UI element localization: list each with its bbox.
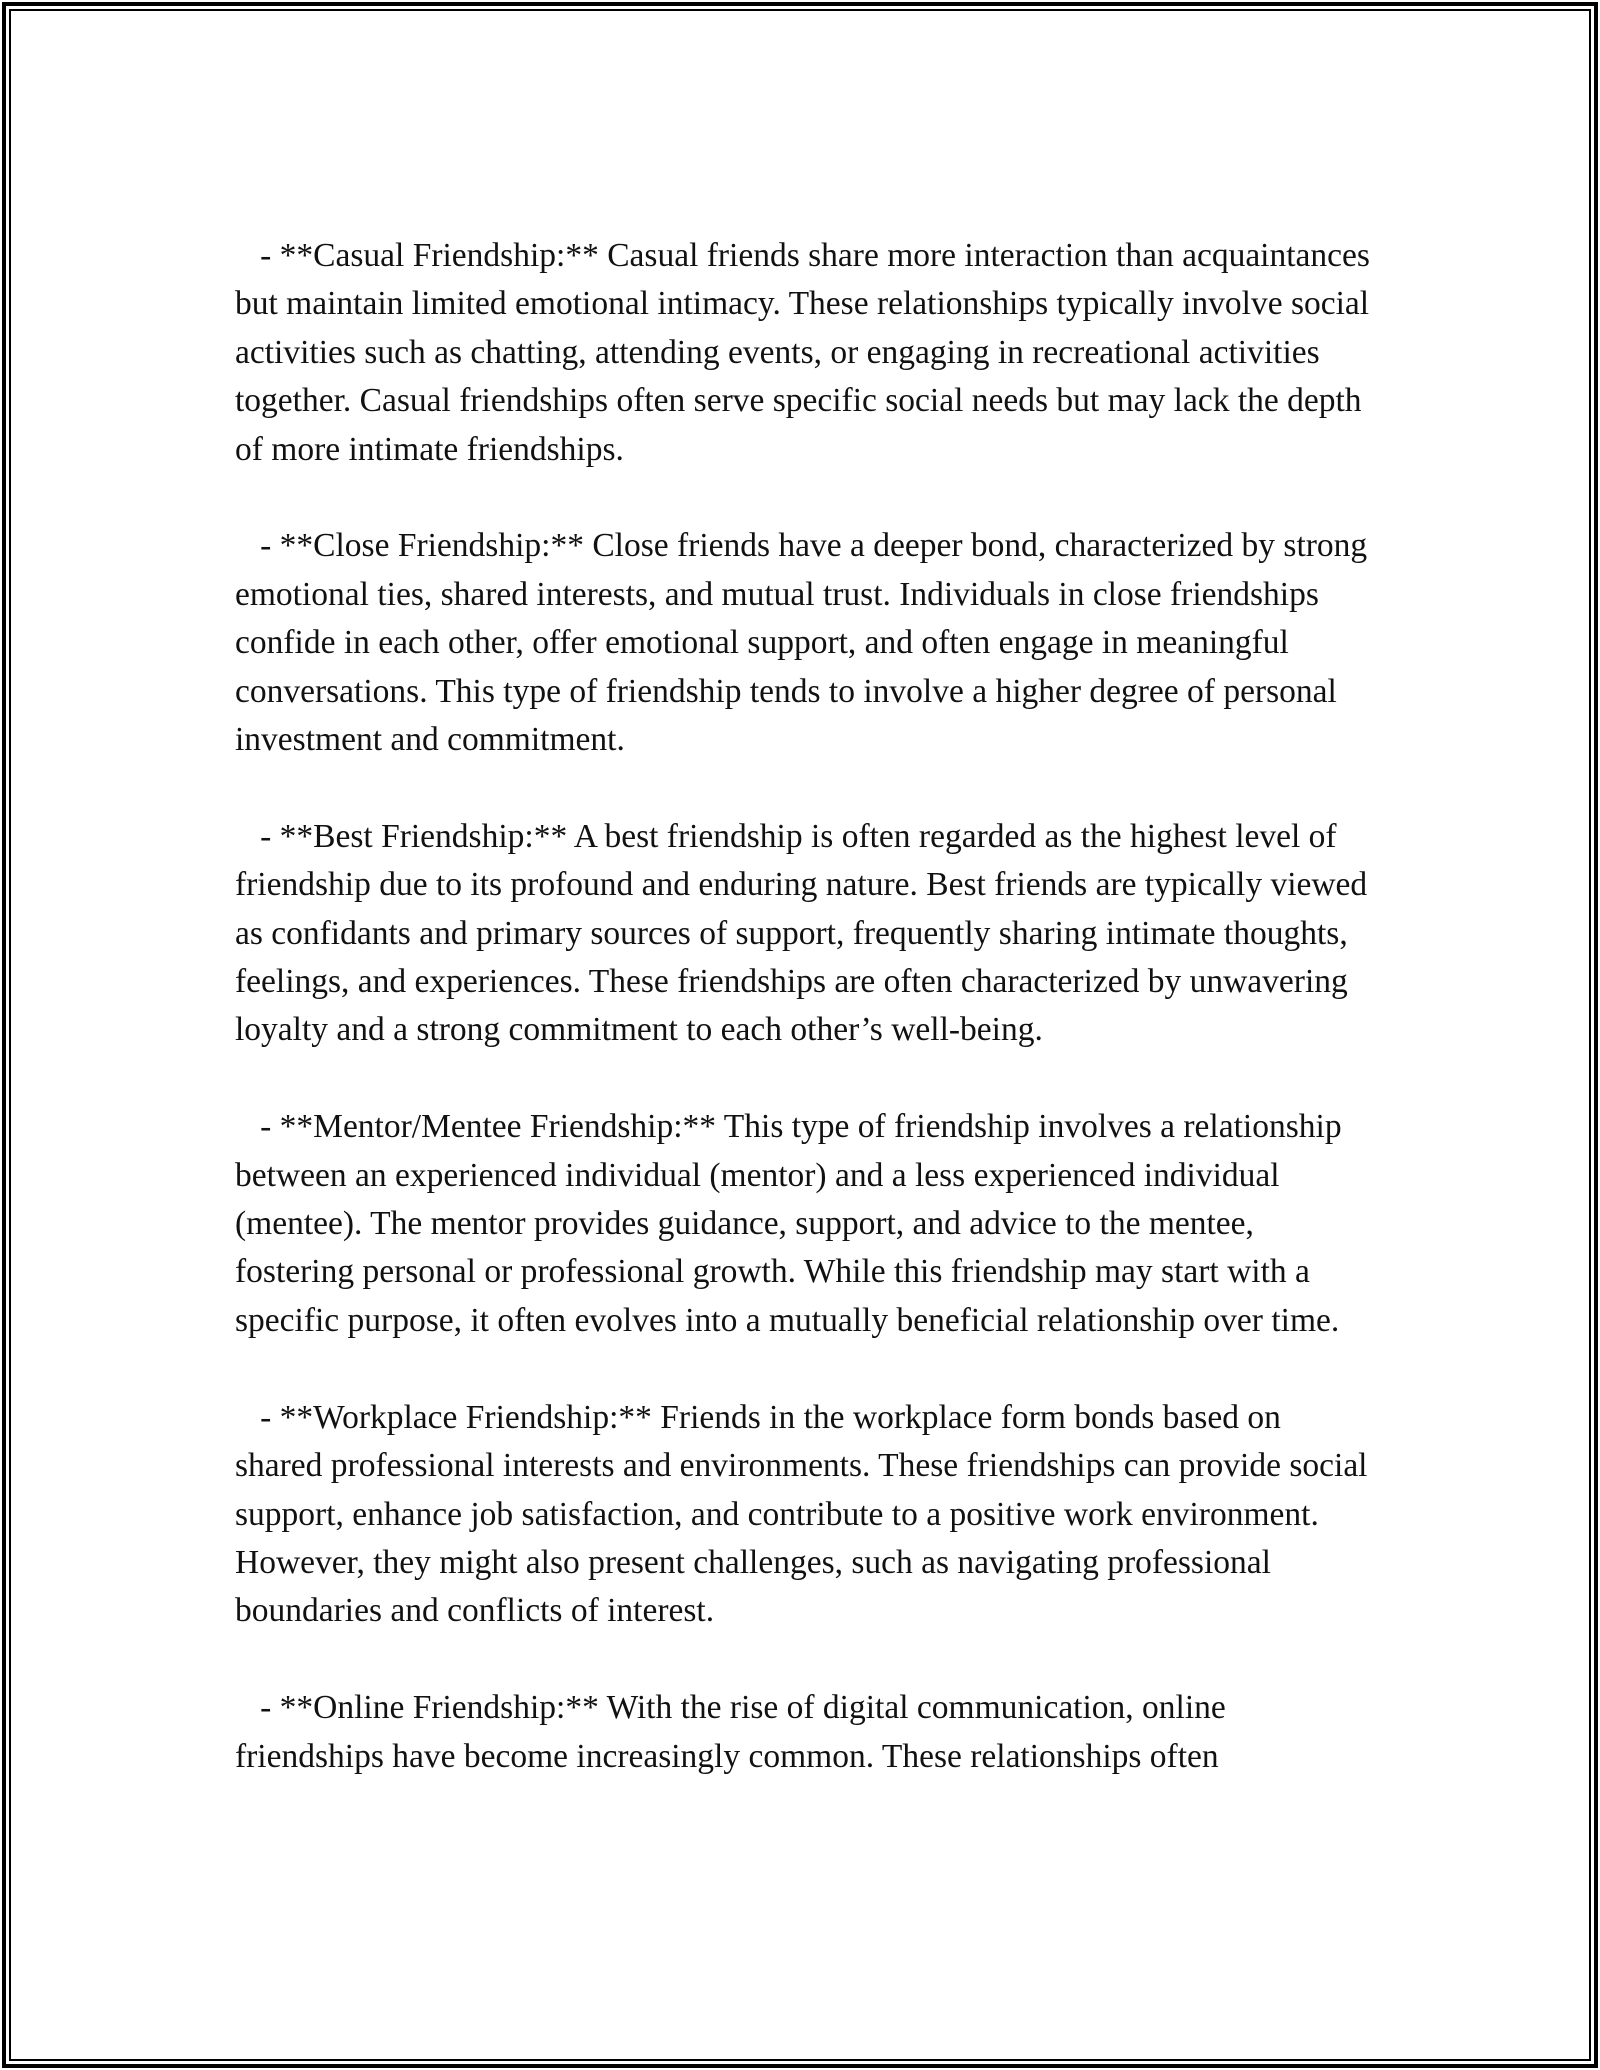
document-body <box>235 232 1379 1829</box>
paragraph-best-friendship: - **Best Friendship:** A best friendship is often regarded as the highest level of friendship due to its profound and enduring nature. Best friends are typically viewed as confidants and primary sources of support, frequently sharing intimate thoughts, feelings, and experiences. These friendships are often characterized by unwavering loyalty and a strong commitment to each other’s well-being. <box>235 817 1376 1049</box>
paragraph-close-friendship: - **Close Friendship:** Close friends have a deeper bond, characterized by strong emotional ties, shared interests, and mutual trust. Individuals in close friendships confide in each other, offer emotional support, and often engage in meaningful conversations. This type of friendship tends to involve a higher degree of personal investment and commitment. <box>235 527 1376 759</box>
paragraph-online-friendship: - **Online Friendship:** With the rise of digital communication, online friendships have become increasingly common. These relationships often <box>235 1689 1235 1775</box>
paragraph-mentor-mentee-friendship: - **Mentor/Mentee Friendship:** This type of friendship involves a relationship between an experienced individual (mentor) and a less experienced individual (mentee). The mentor provides guidance, support, and advice to the mentee, fostering personal or professional growth. While this friendship may start with a specific purpose, it often evolves into a mutually beneficial relationship over time. <box>235 1108 1350 1339</box>
paragraph-workplace-friendship: - **Workplace Friendship:** Friends in the workplace form bonds based on shared professional interests and environments. These friendships can provide social support, enhance job satisfaction, and contribute to a positive work environment. However, they might also present challenges, such as navigating professional boundaries and conflicts of interest. <box>235 1398 1376 1630</box>
paragraph-casual-friendship: - **Casual Friendship:** Casual friends share more interaction than acquaintances but maintain limited emotional intimacy. These relationships typically involve social activities such as chatting, attending events, or engaging in recreational activities together. Casual friendships often serve specific social needs but may lack the depth of more intimate friendships. <box>235 237 1379 468</box>
